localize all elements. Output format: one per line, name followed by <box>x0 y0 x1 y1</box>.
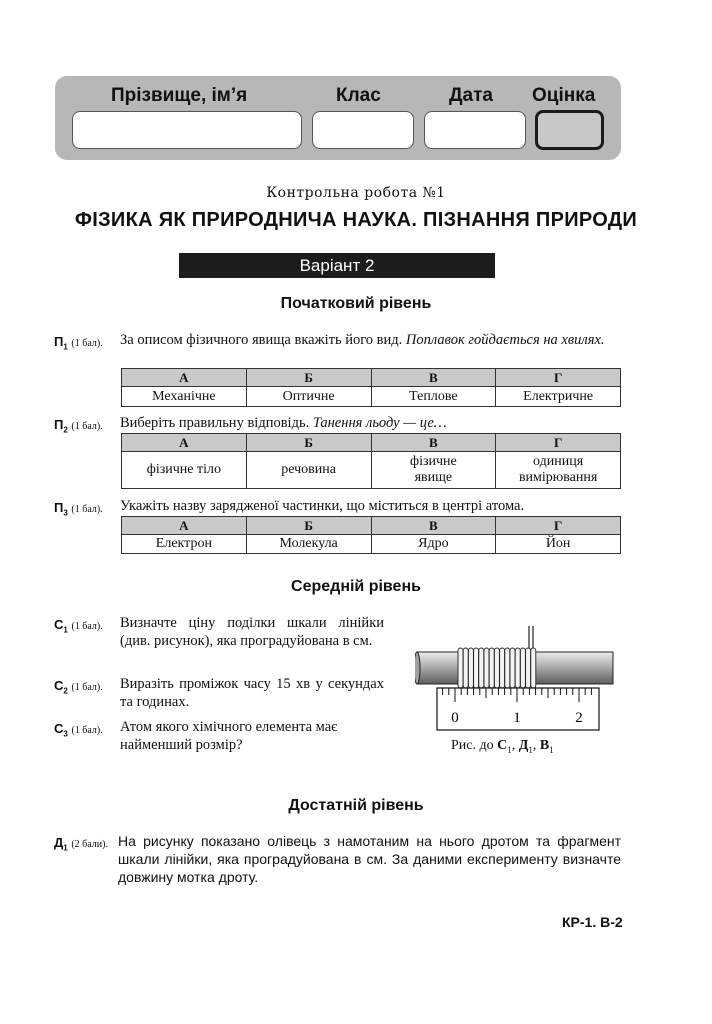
level-heading-medium: Середній рівень <box>291 578 421 595</box>
figure-caption: Рис. до $С_1$, $Д_1$, $В_1$ <box>451 738 554 755</box>
answer-option[interactable]: Йон <box>496 535 621 554</box>
answer-option[interactable]: одиниця вимірювання <box>496 452 621 489</box>
ruler <box>437 688 599 730</box>
answer-table-p2 <box>121 433 621 489</box>
answer-option[interactable]: речовина <box>246 452 371 489</box>
option-header-b: Б <box>246 517 371 535</box>
option-header-g: Г <box>496 517 621 535</box>
question-text-c1: Визначте ціну поділки шкали лінійки (див. рисунок), яка проградуйована в см. <box>120 615 384 649</box>
option-header-b: Б <box>246 434 371 452</box>
question-number-p1: $П_1$ (1 бал). <box>54 334 103 352</box>
question-text-p1: За описом фізичного явища вкажіть його вид. Поплавок гойдається на хвилях. <box>120 332 605 348</box>
question-text-d1: На рисунку показано олівець з намотаним на нього дротом та фрагмент шкали лінійки, яка проградуйована в см. За даними експерименту визначте довжину мотка дроту. <box>118 833 621 885</box>
answer-option[interactable]: Електрон <box>122 535 247 554</box>
ruler-label-0: 0 <box>451 710 459 726</box>
pencil-coil-ruler-figure <box>415 622 615 734</box>
date-label: Дата <box>449 85 493 106</box>
question-text-c3: Атом якого хімічного елемента має найменший розмір? <box>120 719 338 753</box>
option-header-v: В <box>371 369 496 387</box>
answer-option[interactable]: Ядро <box>371 535 496 554</box>
question-number-c2: $С_2$ (1 бал). <box>54 678 103 696</box>
question-text-p3: Укажіть назву зарядженої частинки, що міститься в центрі атома. <box>120 498 525 514</box>
grade-field[interactable] <box>535 110 604 150</box>
test-title: ФІЗИКА ЯК ПРИРОДНИЧА НАУКА. ПІЗНАННЯ ПРИРОДИ <box>74 209 638 231</box>
ruler-label-1: 1 <box>513 710 521 726</box>
answer-option[interactable]: Молекула <box>246 535 371 554</box>
level-heading-initial: Початковий рівень <box>280 295 432 312</box>
class-label: Клас <box>336 85 381 106</box>
class-field[interactable] <box>312 111 414 149</box>
variant-banner: Варіант 2 <box>179 253 495 278</box>
answer-option[interactable]: Теплове <box>371 387 496 407</box>
question-text-p2: Виберіть правильну відповідь. Танення льоду — це… <box>120 415 447 431</box>
answer-option[interactable]: Механічне <box>122 387 247 407</box>
answer-option[interactable]: фізичне явище <box>371 452 496 489</box>
question-text-c2: Виразіть проміжок часу 15 хв у секундах та годинах. <box>120 676 384 710</box>
answer-option[interactable]: Оптичне <box>246 387 371 407</box>
option-header-a: А <box>122 369 247 387</box>
option-header-v: В <box>371 517 496 535</box>
option-header-b: Б <box>246 369 371 387</box>
test-subtitle: Контрольна робота №1 <box>266 185 446 201</box>
page-footer-code: КР-1. В-2 <box>562 914 623 930</box>
grade-label: Оцінка <box>532 85 596 106</box>
ruler-label-2: 2 <box>575 710 583 726</box>
answer-table-p1 <box>121 368 621 407</box>
question-number-p2: $П_2$ (1 бал). <box>54 417 103 435</box>
date-field[interactable] <box>424 111 526 149</box>
question-number-p3: $П_3$ (1 бал). <box>54 500 103 518</box>
wire-coil <box>458 648 536 688</box>
question-number-d1: $Д_1$ (2 бали). <box>54 835 108 853</box>
student-info-form <box>55 76 621 160</box>
question-number-c3: $С_3$ (1 бал). <box>54 721 103 739</box>
option-header-a: А <box>122 517 247 535</box>
option-header-v: В <box>371 434 496 452</box>
name-field[interactable] <box>72 111 302 149</box>
answer-option[interactable]: Електричне <box>496 387 621 407</box>
option-header-a: А <box>122 434 247 452</box>
option-header-g: Г <box>496 434 621 452</box>
answer-option[interactable]: фізичне тіло <box>122 452 247 489</box>
answer-table-p3 <box>121 516 621 554</box>
level-heading-sufficient: Достатній рівень <box>288 797 424 814</box>
name-label: Прізвище, ім’я <box>111 85 248 106</box>
question-number-c1: $С_1$ (1 бал). <box>54 617 103 635</box>
option-header-g: Г <box>496 369 621 387</box>
